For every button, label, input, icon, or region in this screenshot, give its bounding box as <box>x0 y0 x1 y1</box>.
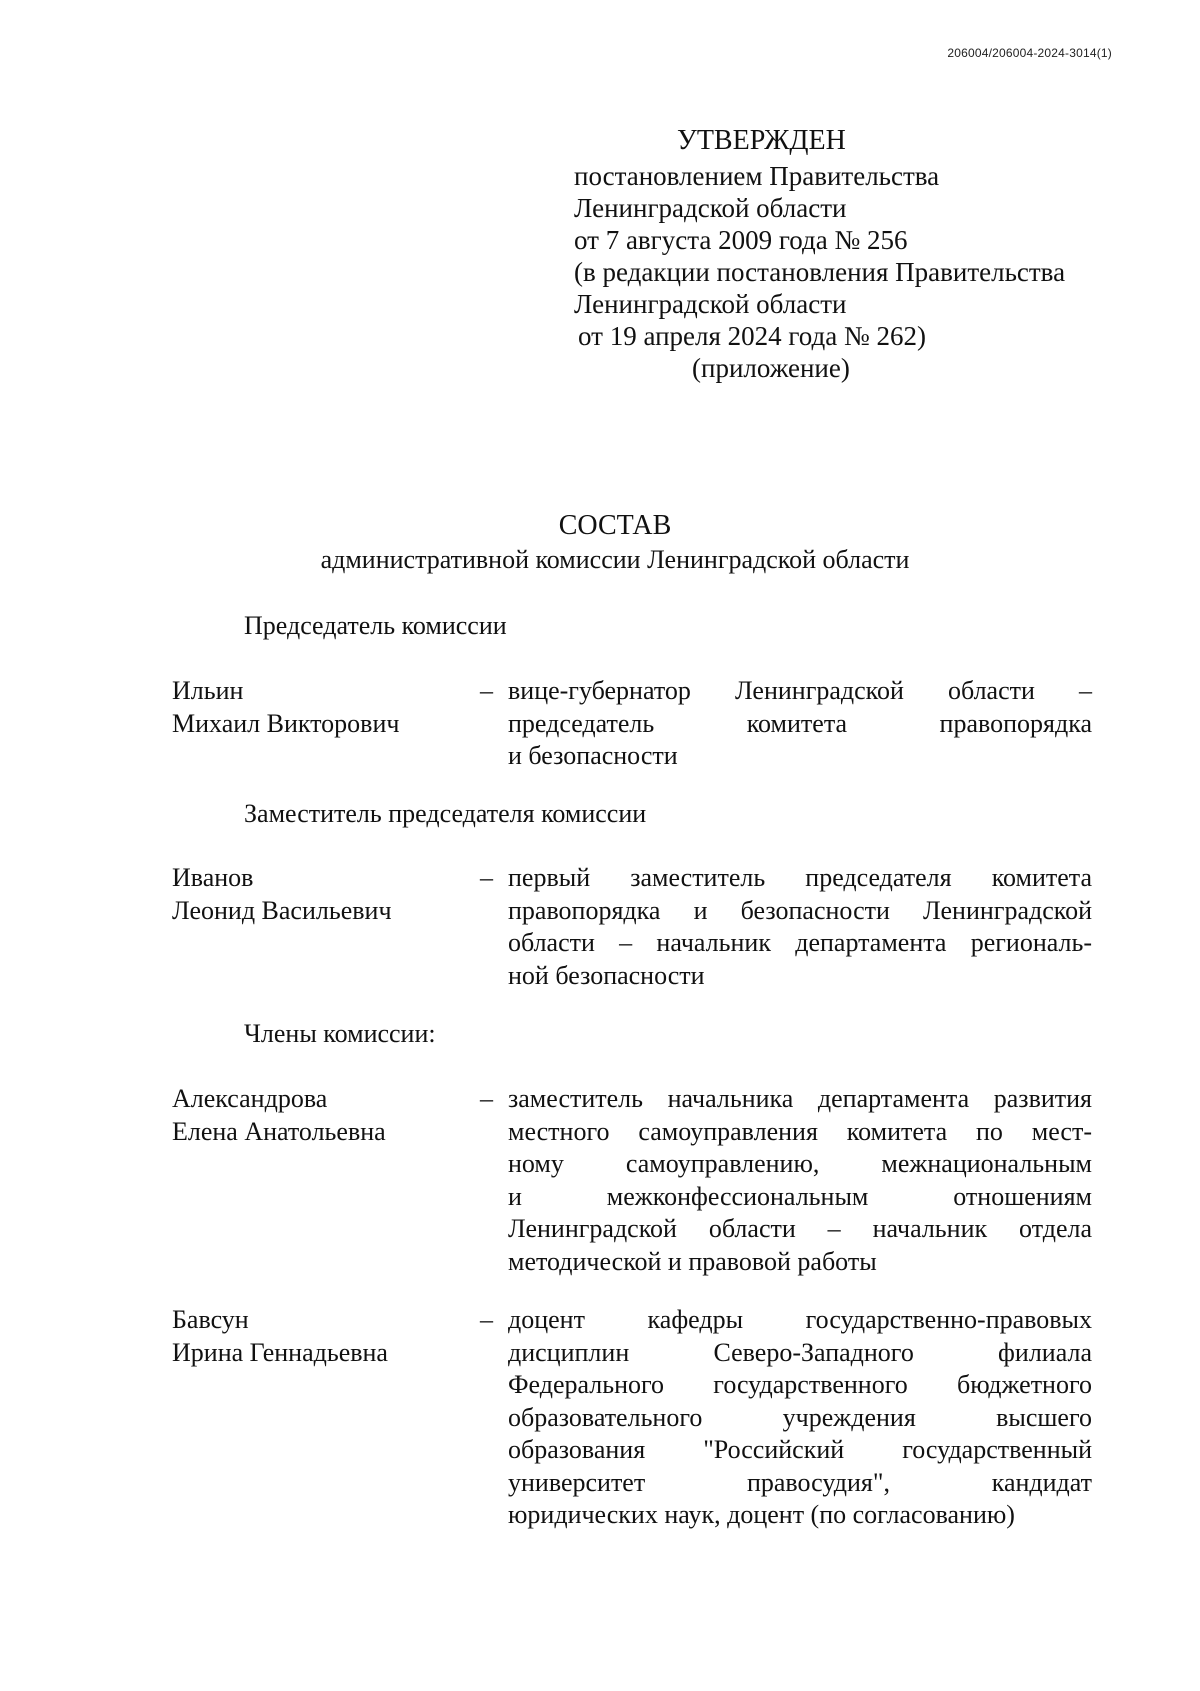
approval-line: постановлением Правительства <box>574 161 940 191</box>
position-line: и межконфессиональным отношениям <box>508 1181 1092 1211</box>
dash-separator: – <box>480 1084 493 1113</box>
position-line: дисциплин Северо-Западного филиала <box>508 1337 1092 1367</box>
member-name <box>172 1304 472 1369</box>
member-surname: Бавсун <box>172 1305 249 1334</box>
position-line: ному самоуправлению, межнациональным <box>508 1149 1092 1178</box>
member-position <box>508 862 1092 992</box>
member-position <box>508 675 1092 773</box>
position-line: правопорядка и безопасности Ленинградской <box>508 895 1092 925</box>
position-line: Федерального государственного бюджетного <box>508 1370 1092 1399</box>
approval-line: Ленинградской области <box>574 193 847 223</box>
position-line: методической и правовой работы <box>508 1246 877 1276</box>
document-subtitle: административной комиссии Ленинградской области <box>320 545 910 574</box>
approval-line: Ленинградской области <box>574 289 847 319</box>
position-line: области – начальник департамента региональ- <box>508 928 1092 957</box>
approval-appendix: (приложение) <box>692 353 850 383</box>
position-line: юридических наук, доцент (по согласованию) <box>508 1500 1015 1529</box>
approval-line: (в редакции постановления Правительства <box>574 257 1066 287</box>
position-line: вице-губернатор Ленинградской области – <box>508 676 1092 705</box>
section-chair-label: Председатель комиссии <box>244 611 507 640</box>
member-position <box>508 1304 1092 1532</box>
position-line: председатель комитета правопорядка <box>508 708 1092 738</box>
document-id: 206004/206004-2024-3014(1) <box>947 46 1112 60</box>
member-surname: Иванов <box>172 863 254 892</box>
approval-stamp <box>574 125 1094 384</box>
member-given-name: Михаил Викторович <box>172 708 400 738</box>
document-title: СОСТАВ <box>558 510 672 541</box>
dash-separator: – <box>480 1305 493 1334</box>
member-name <box>172 675 472 740</box>
dash-separator: – <box>480 676 493 705</box>
position-line: и безопасности <box>508 741 678 770</box>
member-given-name: Ирина Геннадьевна <box>172 1337 388 1367</box>
approval-heading: УТВЕРЖДЕН <box>677 125 846 156</box>
member-surname: Ильин <box>172 676 244 705</box>
position-line: Ленинградской области – начальник отдела <box>508 1214 1092 1243</box>
position-line: образовательного учреждения высшего <box>508 1402 1092 1432</box>
position-line: местного самоуправления комитета по мест- <box>508 1116 1092 1146</box>
approval-line: от 7 августа 2009 года № 256 <box>574 225 908 255</box>
position-line: первый заместитель председателя комитета <box>508 863 1092 892</box>
document-title-block <box>0 509 1200 577</box>
section-deputy-label: Заместитель председателя комиссии <box>244 799 647 828</box>
position-line: университет правосудия", кандидат <box>508 1467 1092 1497</box>
member-given-name: Леонид Васильевич <box>172 895 392 925</box>
position-line: образования "Российский государственный <box>508 1435 1092 1464</box>
member-name <box>172 1083 472 1148</box>
position-line: ной безопасности <box>508 960 705 990</box>
member-position <box>508 1083 1092 1278</box>
position-line: доцент кафедры государственно-правовых <box>508 1305 1092 1334</box>
position-line: заместитель начальника департамента развития <box>508 1084 1092 1113</box>
approval-line: от 19 апреля 2024 года № 262) <box>578 321 926 351</box>
member-surname: Александрова <box>172 1084 328 1113</box>
member-given-name: Елена Анатольевна <box>172 1116 386 1146</box>
dash-separator: – <box>480 863 493 892</box>
section-members-label: Члены комиссии: <box>244 1019 436 1048</box>
member-name <box>172 862 472 927</box>
